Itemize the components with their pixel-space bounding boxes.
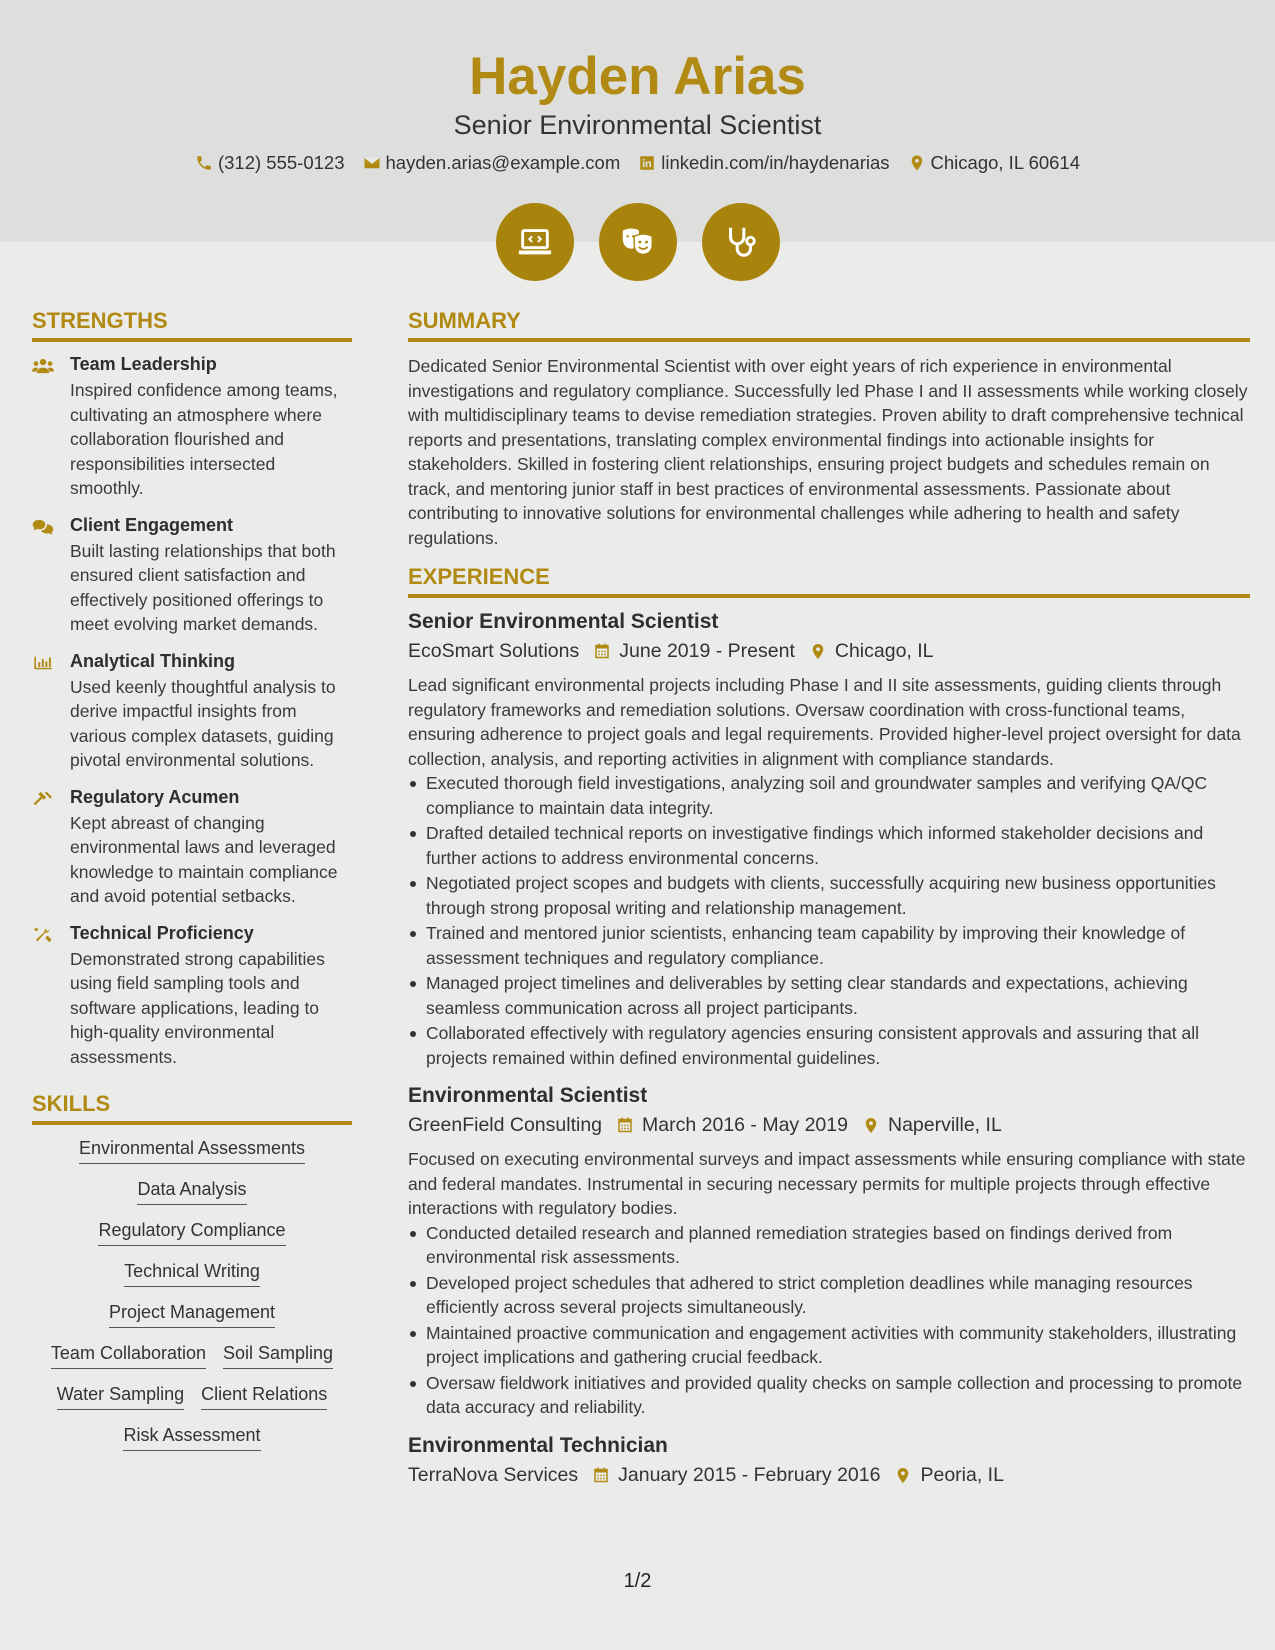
job-title: Environmental Scientist — [408, 1084, 648, 1107]
skills-row — [32, 1424, 352, 1451]
linkedin-icon — [638, 154, 656, 172]
contact-linkedin[interactable] — [638, 152, 889, 174]
strength-title: Team Leadership — [70, 354, 217, 374]
envelope-icon — [363, 154, 381, 172]
job-dates: March 2016 - May 2019 — [642, 1114, 848, 1136]
page-number: 1/2 — [623, 1570, 652, 1592]
contact-email[interactable] — [363, 152, 621, 174]
strength-title: Technical Proficiency — [70, 922, 254, 943]
skills-row — [32, 1301, 352, 1328]
job-bullet: Maintained proactive communication and engagement activities with community stakeholders, illustrating project implications and gathering crucial feedback. — [408, 1321, 1250, 1370]
strength-item — [32, 923, 352, 1070]
skill-tag: Environmental Assessments — [79, 1137, 305, 1164]
strength-desc: Built lasting relationships that both ensured client satisfaction and effectively positioned offerings to meet evolving market demands. — [70, 540, 336, 634]
theater-masks-icon — [619, 223, 657, 261]
comments-icon — [32, 518, 54, 536]
job-location: Chicago, IL — [834, 640, 934, 662]
contact-linkedin-text: linkedin.com/in/haydenarias — [661, 152, 890, 173]
skills-row — [32, 1383, 352, 1410]
job-description: Lead significant environmental projects including Phase I and II site assessments, guiding clients through regulatory frameworks and remediation solutions. Oversaw coordination with cross-functional teams, ensuring adherence to project goals and legal requirements. Provided higher-level project oversight for data collection, analysis, and reporting activities in alignment with compliance standards. — [408, 675, 1241, 769]
strength-desc: Used keenly thoughtful analysis to derive impactful insights from various complex datasets, guiding pivotal environmental solutions. — [70, 676, 336, 770]
strengths-heading: STRENGTHS — [32, 308, 352, 342]
job-dates: June 2019 - Present — [619, 640, 795, 662]
users-icon — [32, 357, 54, 375]
skills-heading: SKILLS — [32, 1091, 352, 1125]
contact-location-text: Chicago, IL 60614 — [930, 152, 1081, 173]
summary-heading: SUMMARY — [408, 308, 1250, 342]
contact-phone-text: (312) 555-0123 — [217, 152, 345, 173]
job-dates: January 2015 - February 2016 — [618, 1463, 881, 1486]
skill-tag: Soil Sampling — [223, 1342, 333, 1369]
strength-desc: Inspired confidence among teams, cultivating an atmosphere where collaboration flourished and responsibilities intersected smoothly. — [70, 380, 338, 498]
skills-row — [32, 1137, 352, 1164]
contact-location — [908, 152, 1080, 174]
job-entry — [408, 610, 1250, 1070]
calendar-icon — [593, 642, 611, 661]
job-bullet: Conducted detailed research and planned remediation strategies based on findings derived from environmental risk assessments. — [408, 1221, 1250, 1270]
skills-row — [32, 1260, 352, 1287]
interest-badges — [0, 203, 1275, 281]
job-bullets — [408, 771, 1250, 1070]
job-bullet: Developed project schedules that adhered to strict completion deadlines while managing resources efficiently across several projects simultaneously. — [408, 1271, 1250, 1320]
calendar-icon — [616, 1116, 634, 1135]
strength-item — [32, 787, 352, 909]
job-bullet: Executed thorough field investigations, analyzing soil and groundwater samples and verifying QA/QC compliance to maintain data integrity. — [408, 771, 1250, 820]
experience-list — [408, 610, 1250, 1487]
job-title: Senior Environmental Scientist — [408, 610, 719, 633]
location-pin-icon — [809, 642, 827, 661]
badge-masks — [599, 203, 677, 281]
job-bullet: Managed project timelines and deliverables by setting clear standards and expectations, achieving seamless communication across all project participants. — [408, 971, 1250, 1020]
skills-row — [32, 1342, 352, 1369]
badge-stethoscope — [702, 203, 780, 281]
job-location: Naperville, IL — [887, 1114, 1002, 1136]
job-bullets — [408, 1221, 1250, 1420]
job-bullet: Negotiated project scopes and budgets with clients, successfully acquiring new business opportunities through strong proposal writing and relationship management. — [408, 871, 1250, 920]
contact-email-text: hayden.arias@example.com — [385, 152, 621, 173]
job-title: Environmental Technician — [408, 1433, 668, 1457]
job-bullet: Trained and mentored junior scientists, enhancing team capability by improving their knowledge of assessment techniques and regulatory compliance. — [408, 921, 1250, 970]
job-location: Peoria, IL — [920, 1463, 1004, 1486]
strength-item — [32, 515, 352, 637]
laptop-code-icon — [516, 223, 554, 261]
skill-tag: Project Management — [109, 1301, 275, 1328]
location-pin-icon — [894, 1466, 912, 1485]
bar-chart-icon — [32, 654, 54, 672]
skill-tag: Water Sampling — [57, 1383, 184, 1410]
left-column — [32, 308, 352, 1465]
experience-heading: EXPERIENCE — [408, 564, 1250, 598]
contact-phone[interactable] — [195, 152, 345, 174]
job-company: GreenField Consulting — [408, 1114, 603, 1136]
tools-icon — [32, 926, 54, 944]
job-entry — [408, 1434, 1250, 1487]
summary-text: Dedicated Senior Environmental Scientist with over eight years of rich experience in environmental investigations and regulatory compliance. Successfully led Phase I and II assessments while working closely with multidisciplinary teams to devise remediation strategies. Proven ability to draft comprehensive technical reports and presentations, translating complex environmental findings into actionable insights for stakeholders. Skilled in fostering client relationships, ensuring project budgets and schedules remain on track, and mentoring junior staff in best practices of environmental assessments. Passionate about contributing to innovative solutions for environmental challenges while adhering to health and safety regulations. — [408, 356, 1248, 548]
strength-title: Analytical Thinking — [70, 650, 236, 671]
job-meta — [408, 1464, 1250, 1487]
strength-desc: Kept abreast of changing environmental laws and leveraged knowledge to maintain compliance and avoid potential setbacks. — [70, 812, 338, 906]
strength-desc: Demonstrated strong capabilities using field sampling tools and software applications, leading to high-quality environmental assessments. — [70, 948, 325, 1067]
skill-tag: Team Collaboration — [51, 1342, 206, 1369]
calendar-icon — [592, 1466, 610, 1485]
badge-laptop — [496, 203, 574, 281]
job-bullet: Collaborated effectively with regulatory agencies ensuring consistent approvals and assuring that all projects remained within defined environmental guidelines. — [408, 1021, 1250, 1070]
gavel-icon — [32, 790, 54, 808]
job-company: EcoSmart Solutions — [408, 640, 580, 662]
location-pin-icon — [862, 1116, 880, 1135]
stethoscope-icon — [722, 223, 760, 261]
skill-tag: Technical Writing — [124, 1260, 260, 1287]
skills-list — [32, 1137, 352, 1451]
skills-row — [32, 1219, 352, 1246]
job-description: Focused on executing environmental surveys and impact assessments while ensuring compliance with state and federal mandates. Instrumental in securing necessary permits for multiple projects through effective interactions with regulatory bodies. — [408, 1149, 1246, 1218]
job-entry — [408, 1084, 1250, 1420]
skill-tag: Data Analysis — [137, 1178, 246, 1205]
skill-tag: Client Relations — [201, 1383, 327, 1410]
skill-tag: Regulatory Compliance — [98, 1219, 285, 1246]
phone-icon — [195, 154, 213, 172]
location-pin-icon — [908, 154, 926, 172]
job-meta — [408, 1114, 1250, 1137]
skills-row — [32, 1178, 352, 1205]
job-meta — [408, 640, 1250, 663]
strength-item — [32, 651, 352, 773]
right-column — [408, 308, 1250, 1501]
strength-title: Regulatory Acumen — [70, 786, 240, 807]
job-bullet: Oversaw fieldwork initiatives and provided quality checks on sample collection and processing to promote data accuracy and reliability. — [408, 1371, 1250, 1420]
strength-item — [32, 354, 352, 501]
contact-bar — [0, 152, 1275, 174]
candidate-title: Senior Environmental Scientist — [453, 110, 822, 140]
candidate-name: Hayden Arias — [469, 47, 806, 106]
job-bullet: Drafted detailed technical reports on investigative findings which informed stakeholder decisions and further actions to address environmental concerns. — [408, 821, 1250, 870]
strength-title: Client Engagement — [70, 514, 234, 535]
skill-tag: Risk Assessment — [123, 1424, 260, 1451]
job-company: TerraNova Services — [408, 1463, 579, 1486]
